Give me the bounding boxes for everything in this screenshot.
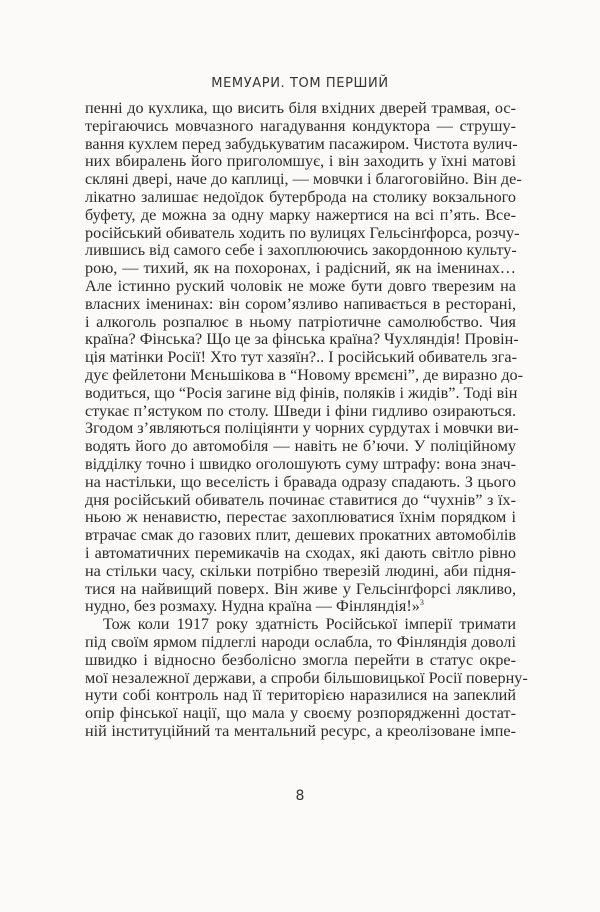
text-line <box>85 403 516 421</box>
text-line-content: і автоматичних перемикачів на сходах, які дають світло рівно <box>85 543 516 562</box>
text-line <box>85 687 516 705</box>
text-line <box>85 705 516 723</box>
text-line-content: водять його до автомобіля — навіть не б’ючи. У поліційному <box>85 437 516 456</box>
text-line-content: дня російський обиватель починає ставитися до “чухнів” з їх- <box>85 490 516 509</box>
text-line-content: Тож коли 1917 року здатність Російської імперії тримати <box>103 615 516 634</box>
text-line <box>85 170 522 189</box>
text-line <box>85 474 516 492</box>
text-line <box>85 668 528 688</box>
text-line-content: терігаючись мовчазного нагадування кондуктора — струшу- <box>85 116 516 135</box>
text-line-content: нудно, без розмаху. Нудна країна — Фінляндія!» <box>85 597 420 616</box>
text-line-content: вання кухлем перед забудькуватим пасажиром. Чистота вулич- <box>85 134 518 153</box>
text-line <box>85 723 516 741</box>
text-line <box>85 527 516 545</box>
text-line-content: пенні до кухлика, що висить біля вхідних дверей трамвая, ос- <box>85 99 516 117</box>
text-line <box>85 652 516 670</box>
text-line <box>85 509 516 527</box>
text-line-content: рою, — тихий, як на похоронах, і радісний, як на іменинах… <box>85 259 516 278</box>
text-line-content: на стільки часу, скільки потрібно тверезій людині, аби підня- <box>85 561 516 580</box>
text-line-content: ція матінки Росії! Хто тут хазяїн?.. І російський обиватель зга- <box>85 348 517 367</box>
text-line <box>85 563 516 581</box>
text-line <box>85 330 519 349</box>
text-line <box>85 296 516 314</box>
text-line <box>85 634 516 652</box>
text-line-content: Згодом з’являються поліціянти у чорних сурдутах і мовчки ви- <box>85 419 519 438</box>
text-line-content: власних іменинах: він сором’язливо напивається в ресторані, <box>85 294 516 313</box>
text-line-content: ній інституційний та ментальний ресурс, а креолізоване імпе- <box>85 721 516 740</box>
text-line <box>85 242 516 260</box>
text-line <box>85 349 516 367</box>
running-header: МЕМУАРИ. ТОМ ПЕРШИЙ <box>211 76 389 91</box>
text-line <box>85 385 516 403</box>
text-line <box>85 207 516 225</box>
text-line <box>85 260 516 278</box>
text-line <box>85 278 516 296</box>
text-line <box>85 314 516 332</box>
text-line-content: стукає п’ястуком по столу. Шведи і фіни гидливо озираються. <box>85 401 516 420</box>
text-line <box>85 598 516 616</box>
text-line <box>85 223 520 243</box>
text-line <box>85 118 516 136</box>
text-line <box>85 136 516 154</box>
text-line-content: і алкоголь розпалює в ньому патріотичне самолюбство. Чия <box>85 312 516 331</box>
page-number: 8 <box>295 788 305 804</box>
text-line <box>85 438 516 456</box>
text-line-content: тися на найвищий поверх. Він живе у Гельсінґфорсі лякливо, <box>85 579 516 598</box>
text-line-content: скляні двері, наче до каплиці, — мовчки і благоговійно. Він де- <box>85 170 522 189</box>
text-line-content: російський обиватель ходить по вулицях Гельсінґфорса, розчу- <box>85 223 520 242</box>
text-line-content: опір фінської нації, що мала у своєму розпорядженні достат- <box>85 704 516 723</box>
text-line <box>85 456 516 474</box>
text-line-content: нути собі контроль над її територією наразилися на запеклий <box>85 686 516 705</box>
text-line-content: водиться, що “Росія загине від фінів, поляків і жидів”. Тоді він <box>85 383 518 402</box>
text-line-content: лікатно залишає недоїдок бутерброда на столику вокзального <box>85 187 516 206</box>
text-line <box>85 492 516 510</box>
text-line <box>85 153 516 171</box>
text-line <box>85 419 519 438</box>
text-line-content: під своїм ярмом підлеглі народи ослабла, то Фінляндія доволі <box>85 632 516 651</box>
footnote-reference: 3 <box>419 598 424 608</box>
text-line-content: них вбиралень його приголомшує, і він заходить у їхні матові <box>85 152 516 171</box>
text-line-content: лившись від самого себе і захоплюючись закордонною культу- <box>85 241 517 260</box>
text-line <box>85 616 516 634</box>
text-line <box>85 189 516 207</box>
text-line-content: швидко і відносно безболісно змогла перейти в статус окре- <box>85 650 516 669</box>
text-line-content: мої незалежної держави, а спроби більшовицької Росії поверну- <box>85 668 528 687</box>
text-line <box>85 545 516 563</box>
text-line-content: Але істинно руский чоловік не може бути довго тверезим на <box>85 276 516 295</box>
text-line-content: втрачає смак до газових плит, дешевих прокатних автомобілів <box>85 526 516 545</box>
text-line-content: дує фейлетони Мєньшікова в “Новому врємєні”, де виразно до- <box>85 365 524 384</box>
text-line-content: країна? Фінська? Що це за фінська країна? Чухляндія! Провін- <box>85 330 519 349</box>
text-line <box>85 100 516 118</box>
text-line <box>85 581 516 599</box>
text-line <box>85 365 524 385</box>
text-line-content: відділку точно і швидко оголошують суму штрафу: вона знач- <box>85 454 516 473</box>
text-line-content: буфету, де можна за одну марку нажертися на всі п’ять. Все- <box>85 205 516 224</box>
body-text <box>85 99 528 741</box>
text-line-content: на настільки, що веселість і бравада одразу спадають. З цього <box>85 472 516 491</box>
text-line-content: ньою ж ненавистю, перестає захоплюватися їхнім порядком і <box>85 508 516 527</box>
